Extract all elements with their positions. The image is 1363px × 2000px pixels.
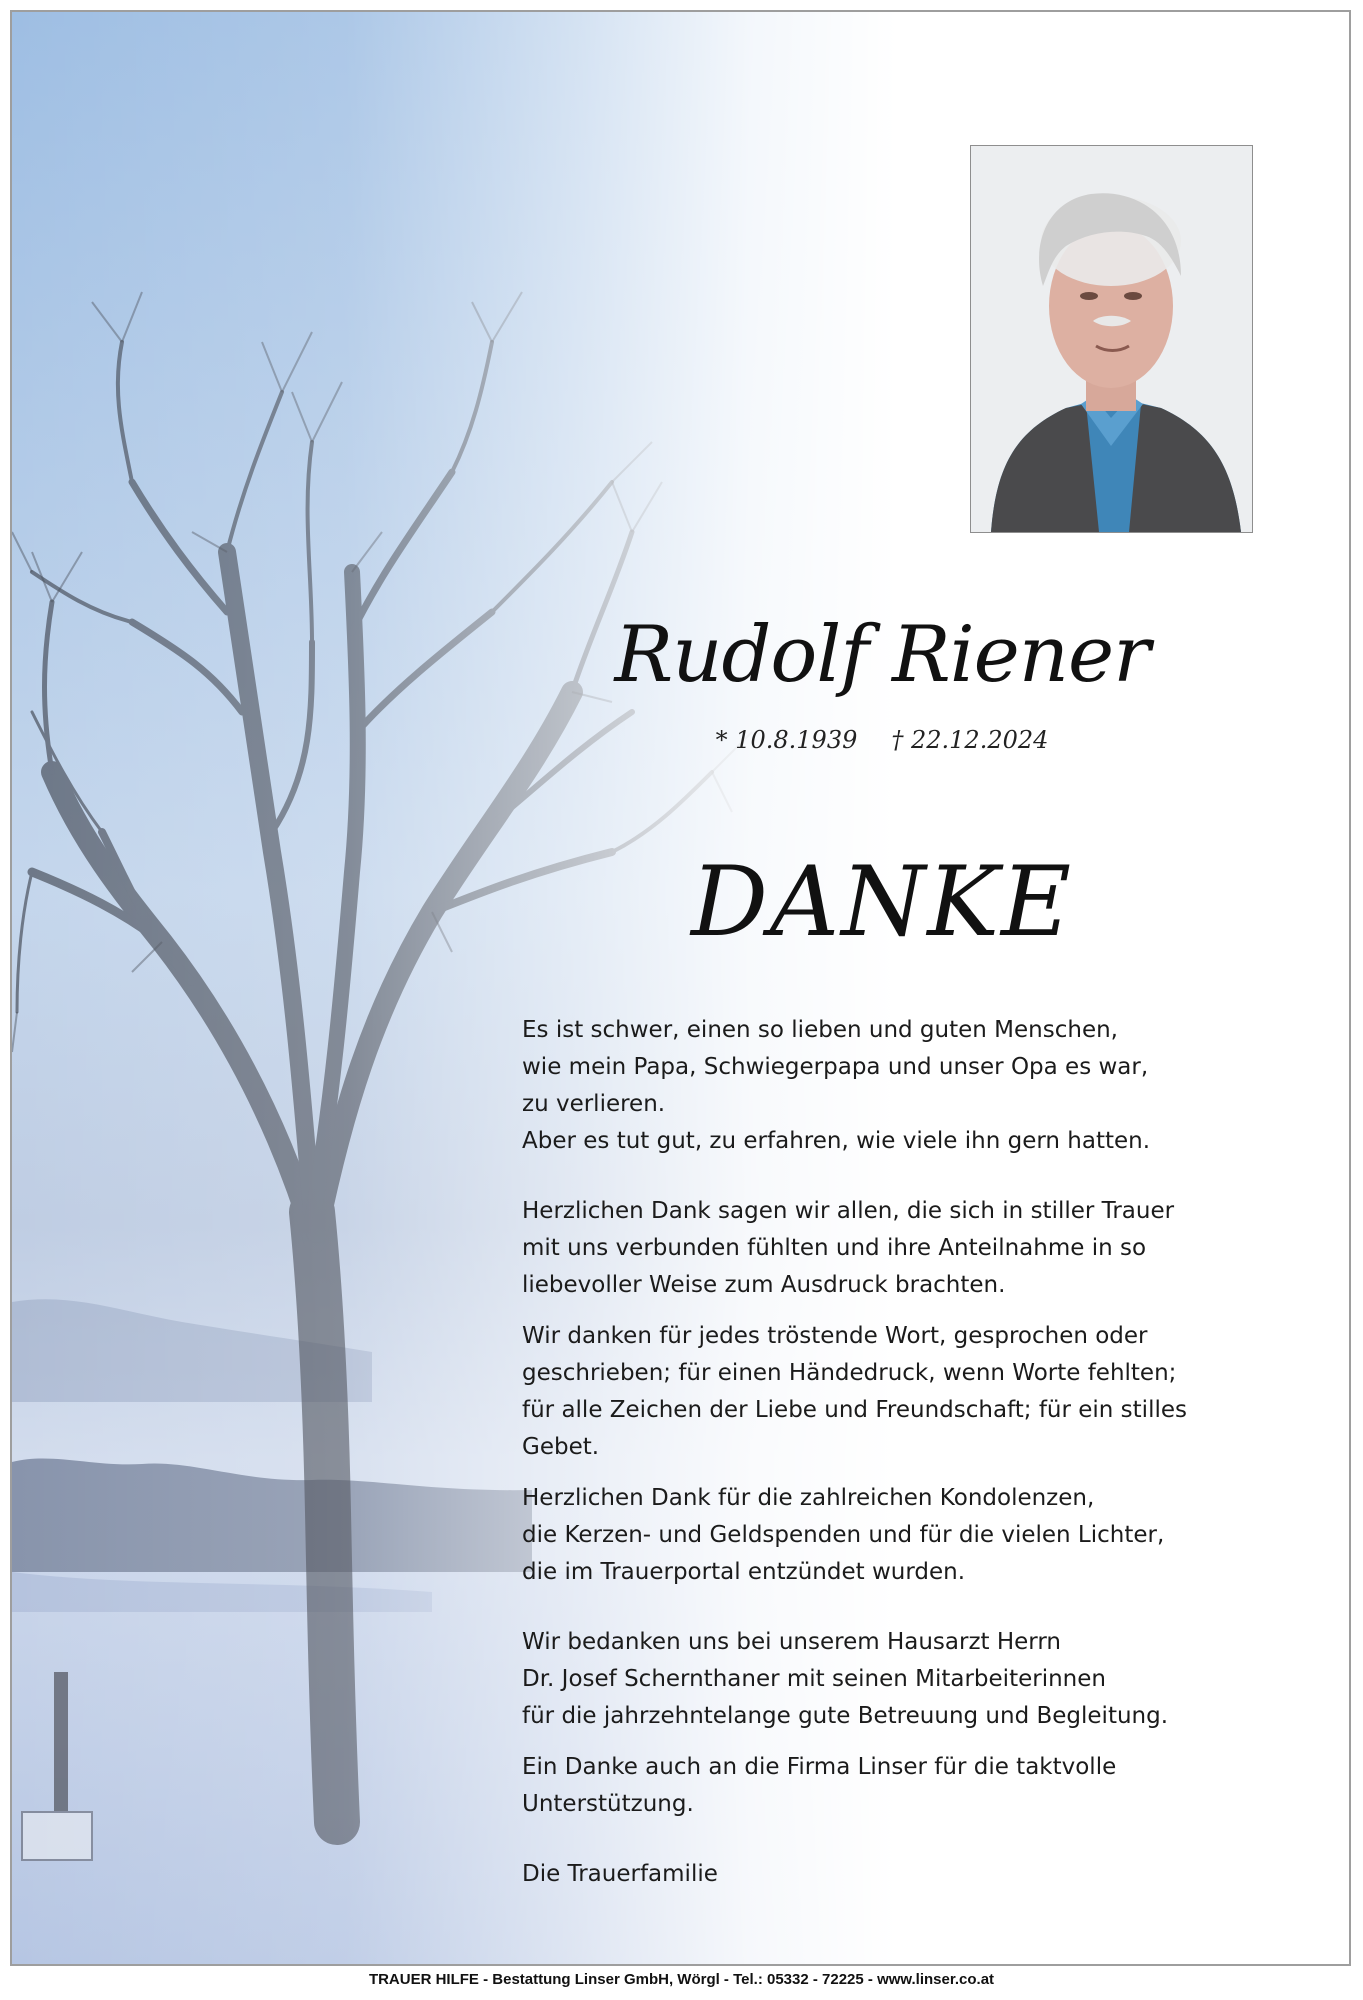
text-line: zu verlieren.: [522, 1091, 666, 1117]
birth-date: * 10.8.1939: [715, 726, 858, 754]
text-line: Unterstützung.: [522, 1791, 694, 1817]
paragraph-intro: [522, 1012, 1322, 1160]
card-frame: [10, 10, 1351, 1966]
life-dates: [572, 724, 1192, 756]
text-line: Die Trauerfamilie: [522, 1861, 718, 1887]
text-line: für alle Zeichen der Liebe und Freundschaft; für ein stilles: [522, 1397, 1187, 1423]
text-line: Wir danken für jedes tröstende Wort, gesprochen oder: [522, 1323, 1148, 1349]
thank-you-text: [522, 1012, 1322, 1893]
paragraph-comforting-words: [522, 1318, 1322, 1466]
text-line: Es ist schwer, einen so lieben und guten Menschen,: [522, 1017, 1118, 1043]
death-date: † 22.12.2024: [891, 726, 1049, 754]
text-line: Herzlichen Dank für die zahlreichen Kondolenzen,: [522, 1485, 1095, 1511]
text-line: wie mein Papa, Schwiegerpapa und unser Opa es war,: [522, 1054, 1149, 1080]
text-line: Wir bedanken uns bei unserem Hausarzt Herrn: [522, 1629, 1061, 1655]
paragraph-doctor: [522, 1624, 1322, 1735]
paragraph-linser: [522, 1749, 1322, 1823]
signature-family: [522, 1856, 1322, 1893]
deceased-name: Rudolf Riener: [614, 610, 1150, 700]
text-line: geschrieben; für einen Händedruck, wenn Worte fehlten;: [522, 1360, 1177, 1386]
text-line: für die jahrzehntelange gute Betreuung und Begleitung.: [522, 1703, 1169, 1729]
text-line: die im Trauerportal entzündet wurden.: [522, 1559, 966, 1585]
paragraph-thanks-all: [522, 1193, 1322, 1304]
thank-you-heading: DANKE: [690, 846, 1074, 958]
text-line: Herzlichen Dank sagen wir allen, die sich in stiller Trauer: [522, 1198, 1175, 1224]
portrait-photo: [970, 145, 1253, 533]
text-line: Ein Danke auch an die Firma Linser für die taktvolle: [522, 1754, 1117, 1780]
footer-funeral-home: TRAUER HILFE - Bestattung Linser GmbH, Wörgl - Tel.: 05332 - 72225 - www.linser.co.at: [368, 1971, 995, 1988]
text-line: die Kerzen- und Geldspenden und für die vielen Lichter,: [522, 1522, 1165, 1548]
text-line: mit uns verbunden fühlten und ihre Anteilnahme in so: [522, 1235, 1147, 1261]
text-line: liebevoller Weise zum Ausdruck brachten.: [522, 1272, 1006, 1298]
text-line: Aber es tut gut, zu erfahren, wie viele ihn gern hatten.: [522, 1128, 1151, 1154]
text-line: Gebet.: [522, 1434, 600, 1460]
paragraph-condolences: [522, 1480, 1322, 1591]
text-line: Dr. Josef Schernthaner mit seinen Mitarbeiterinnen: [522, 1666, 1106, 1692]
